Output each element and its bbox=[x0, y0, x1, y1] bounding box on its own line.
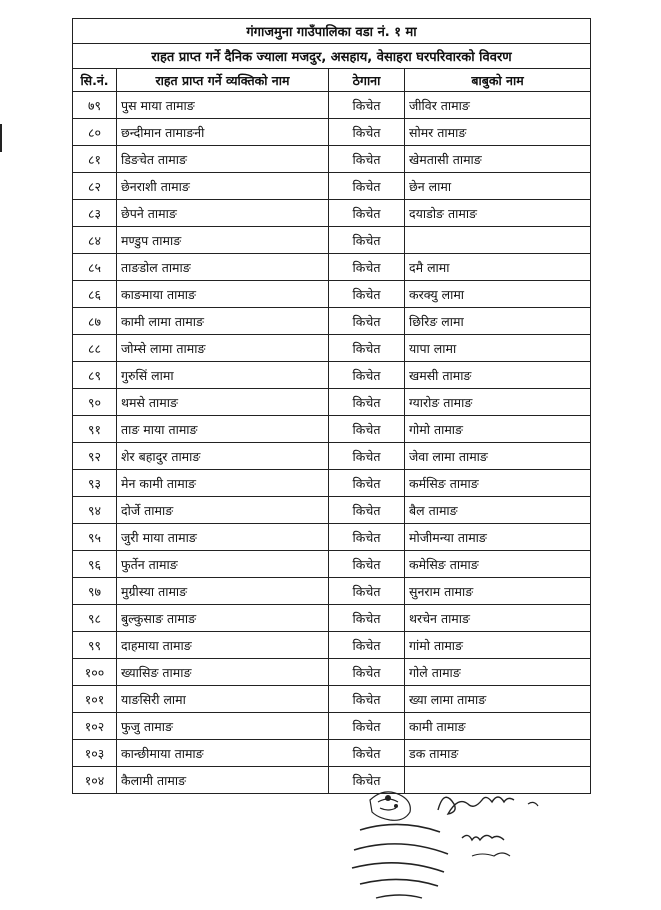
table-body bbox=[73, 92, 591, 794]
serial-number-cell: १०३ bbox=[73, 740, 117, 767]
document-title: गंगाजमुना गाउँपालिका वडा नं. १ मा bbox=[73, 19, 591, 44]
address-cell: किचेत bbox=[329, 605, 405, 632]
serial-number-cell: १०१ bbox=[73, 686, 117, 713]
father-name-cell: गांमो तामाङ bbox=[405, 632, 591, 659]
recipient-name-cell: गुरुसिं लामा bbox=[117, 362, 329, 389]
official-signature bbox=[432, 780, 560, 860]
serial-number-cell: ८२ bbox=[73, 173, 117, 200]
father-name-cell: छिरिङ लामा bbox=[405, 308, 591, 335]
father-name-cell: ग्यारोङ तामाङ bbox=[405, 389, 591, 416]
stamp-and-signature bbox=[340, 780, 560, 905]
father-name-cell: खमसी तामाङ bbox=[405, 362, 591, 389]
recipient-name-cell: डिङचेत तामाङ bbox=[117, 146, 329, 173]
column-header-father-name: बाबुको नाम bbox=[405, 69, 591, 92]
father-name-cell: दमै लामा bbox=[405, 254, 591, 281]
serial-number-cell: ९० bbox=[73, 389, 117, 416]
table-row bbox=[73, 578, 591, 605]
serial-number-cell: ९६ bbox=[73, 551, 117, 578]
table-title-row bbox=[73, 19, 591, 44]
serial-number-cell: ८४ bbox=[73, 227, 117, 254]
relief-list-sheet bbox=[72, 18, 590, 794]
table-row bbox=[73, 605, 591, 632]
address-cell: किचेत bbox=[329, 767, 405, 794]
recipient-name-cell: जोम्से लामा तामाङ bbox=[117, 335, 329, 362]
father-name-cell: गोले तामाङ bbox=[405, 659, 591, 686]
recipient-name-cell: मेन कामी तामाङ bbox=[117, 470, 329, 497]
table-row bbox=[73, 281, 591, 308]
serial-number-cell: ८१ bbox=[73, 146, 117, 173]
serial-number-cell: ८९ bbox=[73, 362, 117, 389]
recipient-name-cell: ताङ माया तामाङ bbox=[117, 416, 329, 443]
recipient-name-cell: ख्यासिङ तामाङ bbox=[117, 659, 329, 686]
document-subtitle: राहत प्राप्त गर्ने दैनिक ज्याला मजदुर, असहाय, वेसाहरा घरपरिवारको विवरण bbox=[73, 44, 591, 69]
table-row bbox=[73, 632, 591, 659]
recipient-name-cell: फुजु तामाङ bbox=[117, 713, 329, 740]
scan-margin-mark bbox=[0, 124, 2, 152]
father-name-cell: करक्यु लामा bbox=[405, 281, 591, 308]
serial-number-cell: ९५ bbox=[73, 524, 117, 551]
father-name-cell: कमेसिङ तामाङ bbox=[405, 551, 591, 578]
column-header-recipient-name: राहत प्राप्त गर्ने व्यक्तिको नाम bbox=[117, 69, 329, 92]
recipient-name-cell: दोर्जे तामाङ bbox=[117, 497, 329, 524]
address-cell: किचेत bbox=[329, 308, 405, 335]
table-row bbox=[73, 389, 591, 416]
serial-number-cell: ९४ bbox=[73, 497, 117, 524]
table-row bbox=[73, 146, 591, 173]
recipient-name-cell: बुल्कुसाङ तामाङ bbox=[117, 605, 329, 632]
father-name-cell: जेवा लामा तामाङ bbox=[405, 443, 591, 470]
serial-number-cell: ७९ bbox=[73, 92, 117, 119]
table-row bbox=[73, 416, 591, 443]
address-cell: किचेत bbox=[329, 173, 405, 200]
table-row bbox=[73, 659, 591, 686]
father-name-cell: डक तामाङ bbox=[405, 740, 591, 767]
serial-number-cell: ८५ bbox=[73, 254, 117, 281]
table-subtitle-row bbox=[73, 44, 591, 69]
recipient-name-cell: छेपने तामाङ bbox=[117, 200, 329, 227]
address-cell: किचेत bbox=[329, 497, 405, 524]
father-name-cell: दयाडोङ तामाङ bbox=[405, 200, 591, 227]
serial-number-cell: ९८ bbox=[73, 605, 117, 632]
father-name-cell: गोमो तामाङ bbox=[405, 416, 591, 443]
table-row bbox=[73, 686, 591, 713]
address-cell: किचेत bbox=[329, 551, 405, 578]
address-cell: किचेत bbox=[329, 200, 405, 227]
recipient-name-cell: फुर्तेन तामाङ bbox=[117, 551, 329, 578]
table-row bbox=[73, 92, 591, 119]
serial-number-cell: १०२ bbox=[73, 713, 117, 740]
father-name-cell: थरचेन तामाङ bbox=[405, 605, 591, 632]
table-row bbox=[73, 335, 591, 362]
table-row bbox=[73, 497, 591, 524]
recipient-name-cell: दाहमाया तामाङ bbox=[117, 632, 329, 659]
address-cell: किचेत bbox=[329, 713, 405, 740]
serial-number-cell: ८३ bbox=[73, 200, 117, 227]
address-cell: किचेत bbox=[329, 146, 405, 173]
column-header-address: ठेगाना bbox=[329, 69, 405, 92]
serial-number-cell: ९७ bbox=[73, 578, 117, 605]
address-cell: किचेत bbox=[329, 524, 405, 551]
father-name-cell: सोमर तामाङ bbox=[405, 119, 591, 146]
recipient-name-cell: मुग्रीस्या तामाङ bbox=[117, 578, 329, 605]
address-cell: किचेत bbox=[329, 740, 405, 767]
table-row bbox=[73, 524, 591, 551]
recipient-name-cell: थमसे तामाङ bbox=[117, 389, 329, 416]
father-name-cell: बैल तामाङ bbox=[405, 497, 591, 524]
father-name-cell: ख्या लामा तामाङ bbox=[405, 686, 591, 713]
table-row bbox=[73, 173, 591, 200]
address-cell: किचेत bbox=[329, 254, 405, 281]
address-cell: किचेत bbox=[329, 227, 405, 254]
father-name-cell: कर्मसिङ तामाङ bbox=[405, 470, 591, 497]
recipient-name-cell: काङमाया तामाङ bbox=[117, 281, 329, 308]
address-cell: किचेत bbox=[329, 416, 405, 443]
address-cell: किचेत bbox=[329, 362, 405, 389]
father-name-cell: जीविर तामाङ bbox=[405, 92, 591, 119]
serial-number-cell: १०० bbox=[73, 659, 117, 686]
table-row bbox=[73, 119, 591, 146]
serial-number-cell: ८६ bbox=[73, 281, 117, 308]
serial-number-cell: १०४ bbox=[73, 767, 117, 794]
recipient-name-cell: जुरी माया तामाङ bbox=[117, 524, 329, 551]
recipient-name-cell: ताङडोल तामाङ bbox=[117, 254, 329, 281]
table-row bbox=[73, 200, 591, 227]
serial-number-cell: ८७ bbox=[73, 308, 117, 335]
address-cell: किचेत bbox=[329, 92, 405, 119]
recipient-name-cell: छेनराशी तामाङ bbox=[117, 173, 329, 200]
address-cell: किचेत bbox=[329, 443, 405, 470]
recipient-name-cell: कान्छीमाया तामाङ bbox=[117, 740, 329, 767]
address-cell: किचेत bbox=[329, 119, 405, 146]
serial-number-cell: ९२ bbox=[73, 443, 117, 470]
recipient-name-cell: मण्डुप तामाङ bbox=[117, 227, 329, 254]
column-header-row bbox=[73, 69, 591, 92]
table-row bbox=[73, 470, 591, 497]
serial-number-cell: ९१ bbox=[73, 416, 117, 443]
table-row bbox=[73, 227, 591, 254]
address-cell: किचेत bbox=[329, 578, 405, 605]
table-row bbox=[73, 551, 591, 578]
recipient-name-cell: याङसिरी लामा bbox=[117, 686, 329, 713]
table-row bbox=[73, 740, 591, 767]
recipient-name-cell: कैलामी तामाङ bbox=[117, 767, 329, 794]
father-name-cell: सुनराम तामाङ bbox=[405, 578, 591, 605]
address-cell: किचेत bbox=[329, 389, 405, 416]
table-row bbox=[73, 362, 591, 389]
serial-number-cell: ९९ bbox=[73, 632, 117, 659]
father-name-cell: मोजीमन्या तामाङ bbox=[405, 524, 591, 551]
table-row bbox=[73, 443, 591, 470]
serial-number-cell: ८८ bbox=[73, 335, 117, 362]
recipient-name-cell: छन्दीमान तामाङनी bbox=[117, 119, 329, 146]
father-name-cell: यापा लामा bbox=[405, 335, 591, 362]
serial-number-cell: ८० bbox=[73, 119, 117, 146]
recipient-name-cell: कामी लामा तामाङ bbox=[117, 308, 329, 335]
father-name-cell: छेन लामा bbox=[405, 173, 591, 200]
father-name-cell: कामी तामाङ bbox=[405, 713, 591, 740]
relief-recipients-table bbox=[72, 18, 591, 794]
father-name-cell bbox=[405, 227, 591, 254]
recipient-name-cell: पुस माया तामाङ bbox=[117, 92, 329, 119]
table-row bbox=[73, 254, 591, 281]
table-row bbox=[73, 713, 591, 740]
column-header-serial: सि.नं. bbox=[73, 69, 117, 92]
address-cell: किचेत bbox=[329, 686, 405, 713]
address-cell: किचेत bbox=[329, 470, 405, 497]
recipient-name-cell: शेर बहादुर तामाङ bbox=[117, 443, 329, 470]
table-row bbox=[73, 308, 591, 335]
address-cell: किचेत bbox=[329, 335, 405, 362]
serial-number-cell: ९३ bbox=[73, 470, 117, 497]
address-cell: किचेत bbox=[329, 632, 405, 659]
address-cell: किचेत bbox=[329, 281, 405, 308]
address-cell: किचेत bbox=[329, 659, 405, 686]
father-name-cell: खेमतासी तामाङ bbox=[405, 146, 591, 173]
